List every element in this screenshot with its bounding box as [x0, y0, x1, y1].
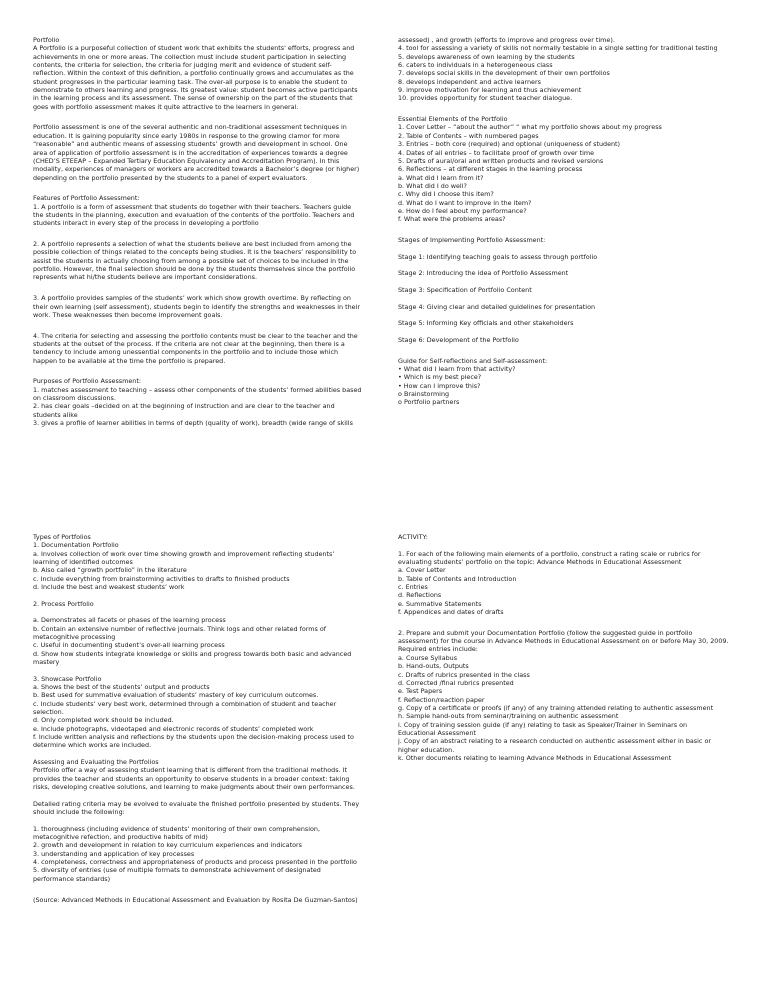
text-line: (CHED’S ETEEAP – Expanded Tertiary Education Equivalency and Accreditation Program). In this: [33, 156, 340, 165]
bottom-right-paragraph: [398, 533, 740, 541]
text-line: represents what hi/the students believe are important considerations.: [33, 273, 257, 282]
text-line: students interact in every step of the process in developing a portfolio: [33, 219, 259, 228]
top-right-section: [398, 36, 740, 407]
bottom-left-paragraph: [33, 616, 375, 666]
text-line: ACTIVITY:: [398, 533, 428, 541]
text-line: students at the outset of the process. If the criteria are not clear at the beginning, then there is a: [33, 339, 345, 348]
text-line: 5. develops awareness of own learning by the students: [398, 52, 575, 61]
bottom-left-paragraph: [33, 800, 375, 817]
text-line: 9. improve motivation for learning and thus achievement: [398, 86, 582, 95]
text-line: achievements in one or more areas. The collection must include student participation in selecting: [33, 52, 347, 61]
top-left-paragraph: [33, 294, 375, 319]
text-line: higher education.: [398, 745, 455, 754]
top-left-paragraph: [33, 123, 375, 181]
text-line: goes with portfolio assessment makes it quite attractive to the learners in general.: [33, 102, 299, 111]
bottom-left-paragraph: [33, 758, 375, 791]
text-line: Guide for Self-reflections and Self-assessment:: [398, 356, 548, 365]
text-line: d. Reflections: [398, 591, 442, 600]
text-line: f. Reflection/reaction paper: [398, 695, 485, 704]
text-line: metacognitive processing: [33, 633, 116, 642]
text-line: k. Other documents relating to learning Advance Methods in Educational Assessment: [398, 753, 672, 762]
text-line: c. Why did I choose this item?: [398, 190, 494, 199]
text-line: a. Involves collection of work over time showing growth and improvement reflecting students’: [33, 549, 335, 558]
paragraph-gap: [398, 244, 740, 252]
text-line: a. Cover Letter: [398, 566, 446, 575]
top-right-paragraph: [398, 319, 740, 327]
text-line: 2. Prepare and submit your Documentation Portfolio (follow the suggested guide in portfolio: [398, 628, 693, 637]
text-line: students alike: [33, 410, 78, 419]
text-line: d. Include the best and weakest students’ work: [33, 583, 185, 592]
bottom-left-paragraph: [33, 896, 375, 904]
text-line: b. What did I do well?: [398, 181, 467, 190]
text-line: i. Copy of training session guide (if any) relating to task as Speaker/Trainer in Seminars on: [398, 720, 688, 729]
text-line: 1. A portfolio is a form of assessment that students do together with their teachers. Teachers guide: [33, 202, 352, 211]
bottom-left-paragraph: [33, 825, 375, 883]
text-line: Detailed rating criteria may be evolved to evaluate the finished portfolio presented by students. They: [33, 799, 360, 808]
text-line: 4. completeness, correctness and appropriateness of products and process presented in the portfolio: [33, 858, 357, 867]
top-right-paragraph: [398, 303, 740, 311]
text-line: 5. Drafts of aural/oral and written products and revised versions: [398, 156, 604, 165]
text-line: Portfolio: [33, 36, 60, 44]
bottom-left-section: [33, 533, 375, 904]
paragraph-gap: [33, 750, 375, 758]
bottom-left-paragraph: [33, 600, 375, 608]
text-line: evaluating students’ portfolio on the topic: Advance Methods in Educational Assessment: [398, 557, 682, 566]
text-line: Stage 5: Informing Key officials and other stakeholders: [398, 319, 574, 328]
text-line: in the learning process and its assessment. The sense of ownership on the part of the students that: [33, 94, 353, 103]
text-line: c. Useful in documenting student’s over-all learning process: [33, 641, 225, 650]
bottom-left-paragraph: [33, 533, 375, 591]
text-line: determine which works are included.: [33, 741, 152, 750]
text-line: 7. develops social skills in the development of their own portfolios: [398, 69, 610, 78]
text-line: Portfolio offer a way of assessing student learning that is different from the traditional methods. It: [33, 766, 348, 775]
top-left-section: [33, 36, 375, 427]
text-line: 1. thoroughness (including evidence of students’ monitoring of their own comprehension,: [33, 824, 320, 833]
text-line: 6. caters to individuals in a heterogeneous class: [398, 61, 553, 70]
paragraph-gap: [398, 294, 740, 302]
top-right-paragraph: [398, 286, 740, 294]
paragraph-gap: [33, 608, 375, 616]
text-line: should include the following:: [33, 808, 125, 817]
top-right-paragraph: [398, 236, 740, 244]
text-line: happen to be available at the time the portfolio is prepared.: [33, 356, 226, 365]
top-left-paragraph: [33, 332, 375, 365]
top-right-paragraph: [398, 336, 740, 344]
text-line: d. Corrected /final rubrics presented: [398, 678, 514, 687]
text-line: • Which is my best piece?: [398, 373, 482, 382]
text-line: selection.: [33, 708, 64, 717]
paragraph-gap: [33, 791, 375, 799]
text-line: 1. Documentation Portfolio: [33, 541, 119, 550]
text-line: c. Include students’ very best work, determined through a combination of student and teacher: [33, 699, 337, 708]
top-left-paragraph: [33, 240, 375, 282]
bottom-right-section: [398, 533, 740, 762]
text-line: b. Contain an extensive number of reflective journals. Think logs and other related forms of: [33, 624, 327, 633]
text-line: education. It is gaining popularity since early 1980s in response to the growing clamor for more: [33, 131, 340, 140]
paragraph-gap: [398, 278, 740, 286]
text-line: demonstrate to others learning and progress. Its greatest value: student becomes active participants: [33, 86, 358, 95]
text-line: • How can I improve this?: [398, 381, 481, 390]
text-line: 4. tool for assessing a variety of skills not normally testable in a single setting for traditional testing: [398, 44, 718, 53]
bottom-left-paragraph: [33, 675, 375, 750]
text-line: b. Hand-outs, Outputs: [398, 662, 469, 671]
text-line: e. Include photographs, videotaped and electronic records of students’ completed work: [33, 724, 314, 733]
text-line: their own learning (self assessment), students begin to identify the strengths and weaknesses in their: [33, 302, 360, 311]
text-line: 8. develops independent and active learners: [398, 77, 541, 86]
text-line: 3. Showcase Portfolio: [33, 674, 102, 683]
text-line: 3. A portfolio provides samples of the students’ work which show growth overtime. By reflecting on: [33, 294, 351, 303]
text-line: mastery: [33, 658, 60, 667]
text-line: • What did I learn from that activity?: [398, 364, 516, 373]
text-line: Assessing and Evaluating the Portfolios: [33, 758, 159, 767]
paragraph-gap: [398, 616, 740, 628]
text-line: 3. Entries – both core (required) and optional (uniqueness of student): [398, 140, 621, 149]
top-right-paragraph: [398, 115, 740, 223]
top-left-paragraph: [33, 377, 375, 427]
text-line: Purposes of Portfolio Assessment:: [33, 377, 142, 386]
text-line: 10. provides opportunity for student teacher dialogue.: [398, 94, 573, 103]
text-line: Essential Elements of the Portfolio: [398, 115, 508, 124]
text-line: area of application of portfolio assessment is in the accreditation of experiences towards a degree: [33, 148, 348, 157]
text-line: student progresses in the particular learning task. The over-all purpose is to enable the student to: [33, 77, 348, 86]
paragraph-gap: [33, 816, 375, 824]
paragraph-gap: [398, 224, 740, 236]
text-line: o Portfolio partners: [398, 398, 460, 407]
text-line: tendency to include among unessential components in the portfolio and to include those which: [33, 348, 339, 357]
text-line: d. Show how students integrate knowledge or skills and progress towards both basic and advanced: [33, 649, 352, 658]
text-line: 2. has clear goals –decided on at the beginning of instruction and are clear to the teacher and: [33, 402, 335, 411]
text-line: g. Copy of a certificate or proofs (if any) of any training attended relating to authentic assessment: [398, 703, 714, 712]
text-line: a. Shows the best of the students’ output and products: [33, 683, 210, 692]
text-line: 2. A portfolio represents a selection of what the students believe are best included from among the: [33, 240, 352, 249]
text-line: 1. matches assessment to teaching – assess other components of the students’ formed abilities based: [33, 385, 362, 394]
text-line: e. Test Papers: [398, 687, 443, 696]
text-line: reflection. Within the context of this definition, a portfolio continually grows and accumulates as the: [33, 69, 354, 78]
text-line: 3. understanding and application of key processes: [33, 849, 195, 858]
text-line: Features of Portfolio Assessment:: [33, 194, 140, 203]
text-line: Stage 3: Specification of Portfolio Content: [398, 285, 532, 294]
paragraph-gap: [33, 365, 375, 377]
paragraph-gap: [33, 319, 375, 331]
text-line: contents, the criteria for selection, the criteria for judging merit and evidence of student self-: [33, 61, 332, 70]
text-line: Types of Portfolios: [33, 533, 91, 541]
text-line: 5. diversity of entries (use of multiple formats to demonstrate achievement of designated: [33, 866, 321, 875]
text-line: a. Demonstrates all facets or phases of the learning process: [33, 616, 226, 625]
top-right-paragraph: [398, 36, 740, 103]
text-line: f. Include written analysis and reflections by the students upon the decision-making process used to: [33, 733, 354, 742]
text-line: Stage 1: Identifying teaching goals to assess through portfolio: [398, 252, 598, 261]
text-line: learning of identified outcomes: [33, 558, 133, 567]
text-line: risks, developing creative solutions, and learning to make judgments about their own performances.: [33, 783, 355, 792]
paragraph-gap: [33, 282, 375, 294]
text-line: c. Entries: [398, 583, 428, 592]
text-line: (Source: Advanced Methods in Educational Assessment and Evaluation by Rosita De Guzman-Santos): [33, 895, 358, 904]
text-line: a. What did I learn from it?: [398, 173, 484, 182]
paragraph-gap: [398, 344, 740, 356]
text-line: f. What were the problems areas?: [398, 215, 506, 224]
text-line: Required entries include:: [398, 645, 478, 654]
text-line: c. Drafts of rubrics presented in the class: [398, 670, 530, 679]
top-right-paragraph: [398, 269, 740, 277]
text-line: 2. Process Portfolio: [33, 599, 94, 608]
text-line: on classroom discussions.: [33, 394, 116, 403]
paragraph-gap: [33, 111, 375, 123]
text-line: “reasonable” and authentic means of assessing students’ growth and development in school. One: [33, 140, 348, 149]
bottom-right-paragraph: [398, 550, 740, 617]
text-line: assist the students in actually choosing from among a possible set of choices to be included in the: [33, 256, 349, 265]
text-line: Stages of Implementing Portfolio Assessment:: [398, 236, 546, 244]
text-line: Stage 2: Introducing the idea of Portfolio Assessment: [398, 269, 569, 278]
text-line: performance standards): [33, 874, 111, 883]
text-line: 2. growth and development in relation to key curriculum experiences and indicators: [33, 841, 302, 850]
text-line: assessed) , and growth (efforts to improve and progress over time).: [398, 36, 615, 44]
text-line: Stage 6: Development of the Portfolio: [398, 335, 519, 344]
paragraph-gap: [33, 591, 375, 599]
paragraph-gap: [33, 883, 375, 895]
text-line: j. Copy of an abstract relating to a research conducted on authentic assessment either in basic or: [398, 737, 711, 746]
text-line: d. Only completed work should be included.: [33, 716, 174, 725]
text-line: b. Best used for summative evaluation of students’ mastery of key curriculum outcomes.: [33, 691, 319, 700]
text-line: f. Appendices and dates of drafts: [398, 608, 504, 617]
text-line: d. What do I want to improve in the item?: [398, 198, 532, 207]
text-line: assessment) for the course in Advance Methods in Educational Assessment on or before May 30, 2009.: [398, 637, 729, 646]
text-line: 4. The criteria for selecting and assessing the portfolio contents must be clear to the teacher and the: [33, 331, 358, 340]
text-line: work. These weaknesses then become improvement goals.: [33, 310, 223, 319]
text-line: modality, experiences of managers or workers are accredited towards a Bachelor’s degree (or higher): [33, 165, 360, 174]
text-line: Stage 4: Giving clear and detailed guidelines for presentation: [398, 302, 596, 311]
text-line: b. Also called “growth portfolio” in the literature: [33, 566, 187, 575]
text-line: e. Summative Statements: [398, 599, 482, 608]
paragraph-gap: [398, 103, 740, 115]
text-line: Educational Assessment: [398, 728, 476, 737]
top-right-paragraph: [398, 357, 740, 407]
text-line: metacognitive refection, and productive habits of mid): [33, 833, 208, 842]
text-line: possible collection of things related to the concepts being studies. It is the teachers’ responsibility to: [33, 248, 357, 257]
text-line: c. Include everything from brainstorming activities to drafts to finished products: [33, 574, 290, 583]
paragraph-gap: [398, 541, 740, 549]
top-right-paragraph: [398, 253, 740, 261]
bottom-right-paragraph: [398, 629, 740, 763]
text-line: h. Sample hand-outs from seminar/training on authentic assessment: [398, 712, 619, 721]
top-left-paragraph: [33, 36, 375, 111]
paragraph-gap: [398, 311, 740, 319]
top-left-paragraph: [33, 194, 375, 227]
paragraph-gap: [33, 182, 375, 194]
text-line: the students in the planning, execution and evaluation of the contents of the portfolio. Teachers and: [33, 210, 355, 219]
text-line: e. How do I feel about my performance?: [398, 206, 527, 215]
text-line: 6. Reflections – at different stages in the learning process: [398, 165, 583, 174]
text-line: a. Course Syllabus: [398, 653, 458, 662]
text-line: 3. gives a profile of learner abilities in terms of depth (quality of work), breadth (wide range of skills: [33, 419, 353, 428]
text-line: 4. Dates of all entries – to facilitate proof of growth over time: [398, 148, 595, 157]
text-line: 1. For each of the following main elements of a portfolio, construct a rating scale or rubrics for: [398, 549, 701, 558]
paragraph-gap: [33, 666, 375, 674]
text-line: portfolio. However, the final selection should be done by the students themselves since the portfolio: [33, 265, 356, 274]
paragraph-gap: [398, 328, 740, 336]
text-line: Portfolio assessment is one of the several authentic and non-traditional assessment techniques in: [33, 123, 347, 132]
paragraph-gap: [398, 261, 740, 269]
text-line: provides the teacher and students an opportunity to observe students in a broader context: taking: [33, 774, 350, 783]
text-line: o Brainstorming: [398, 389, 450, 398]
text-line: A Portfolio is a purposeful collection of student work that exhibits the students' efforts, progress and: [33, 44, 355, 53]
text-line: depending on the portfolio presented by the students to a panel of expert evaluators.: [33, 173, 308, 182]
text-line: 1. Cover Letter – “about the author” “ what my portfolio shows about my progress: [398, 123, 662, 132]
text-line: 2. Table of Contents – with numbered pages: [398, 131, 539, 140]
text-line: b. Table of Contents and Introduction: [398, 574, 517, 583]
paragraph-gap: [33, 228, 375, 240]
